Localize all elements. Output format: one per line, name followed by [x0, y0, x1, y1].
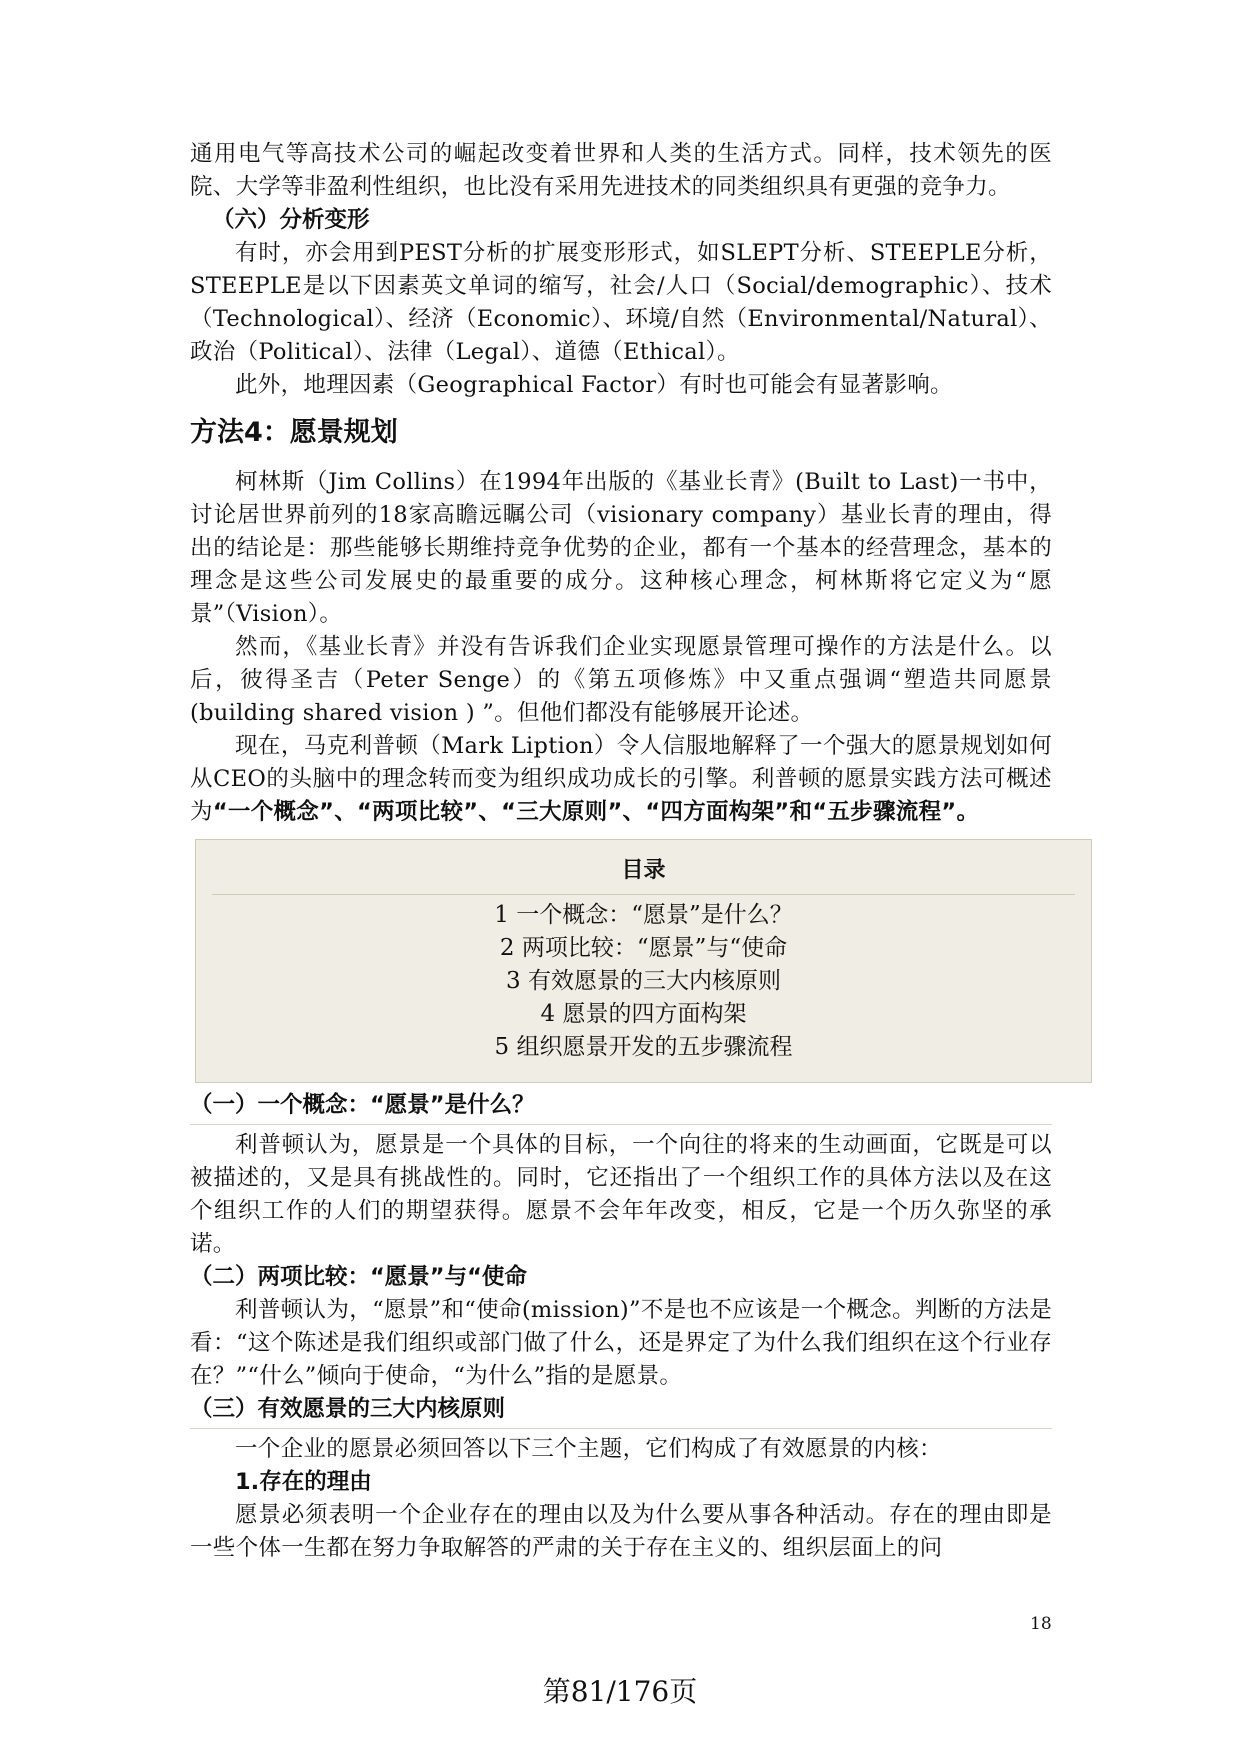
paragraph: 一个企业的愿景必须回答以下三个主题，它们构成了有效愿景的内核： — [235, 1436, 942, 1462]
paragraph: 有时，亦会用到PEST分析的扩展变形形式，如SLEPT分析、STEEPLE分析，STEEPLE是以下因素英文单词的缩写，社会/人口（Social/demographic）、技术（Technological）、经济（Economic）、环境/自然（Environmental/Natural）、政治（Political）、法律（Legal）、道德（Ethical）。 — [190, 240, 1052, 365]
section-heading: （三）有效愿景的三大内核原则 — [190, 1393, 1052, 1429]
paragraph: 然而，《基业长青》并没有告诉我们企业实现愿景管理可操作的方法是什么。以后，彼得圣吉（Peter Senge）的《第五项修炼》中又重点强调“塑造共同愿景 (building shared vision ) ”。但他们都没有能够展开论述。 — [190, 634, 1052, 726]
section-heading: （二）两项比较：“愿景”与“使命 — [190, 1264, 527, 1290]
table-of-contents — [195, 839, 1092, 1083]
paragraph: 此外，地理因素（Geographical Factor）有时也可能会有显著影响。 — [235, 372, 953, 398]
paragraph: 通用电气等高技术公司的崛起改变着世界和人类的生活方式。同样，技术领先的医院、大学等非盈利性组织，也比没有采用先进技术的同类组织具有更强的竞争力。 — [190, 141, 1052, 200]
page-footer: 第81/176页 — [542, 1675, 698, 1708]
paragraph — [190, 730, 1052, 829]
page-number: 18 — [1030, 1614, 1052, 1634]
paragraph: 利普顿认为，愿景是一个具体的目标，一个向往的将来的生动画面，它既是可以被描述的，又是具有挑战性的。同时，它还指出了一个组织工作的具体方法以及在这个组织工作的人们的期望获得。愿景不会年年改变，相反，它是一个历久弥坚的承诺。 — [190, 1132, 1052, 1257]
paragraph: 愿景必须表明一个企业存在的理由以及为什么要从事各种活动。存在的理由即是一些个体一生都在努力争取解答的严肃的关于存在主义的、组织层面上的问 — [190, 1502, 1052, 1561]
method-heading: 方法4：愿景规划 — [190, 417, 398, 448]
toc-item[interactable]: 4 愿景的四方面构架 — [540, 1001, 747, 1027]
subsection-heading: 1.存在的理由 — [235, 1469, 372, 1495]
document-body — [190, 138, 1052, 1565]
toc-item[interactable]: 5 组织愿景开发的五步骤流程 — [494, 1034, 793, 1060]
bold-summary: “一个概念”、“两项比较”、“三大原则”、“四方面构架”和“五步骤流程”。 — [212, 799, 980, 825]
toc-title: 目录 — [212, 854, 1075, 895]
toc-item[interactable]: 2 两项比较：“愿景”与“使命 — [499, 935, 788, 961]
paragraph: 柯林斯（Jim Collins）在1994年出版的《基业长青》(Built to Last)一书中，讨论居世界前列的18家高瞻远瞩公司（visionary company）基业长青的理由，得出的结论是：那些能够长期维持竞争优势的企业，都有一个基本的经营理念，基本的理念是这些公司发展史的最重要的成分。这种核心理念，柯林斯将它定义为“愿景”（Vision）。 — [190, 469, 1052, 627]
paragraph: 利普顿认为，“愿景”和“使命(mission)”不是也不应该是一个概念。判断的方法是看：“这个陈述是我们组织或部门做了什么，还是界定了为什么我们组织在这个行业存在？”“什么”倾向于使命，“为什么”指的是愿景。 — [190, 1297, 1052, 1389]
toc-item[interactable]: 1 一个概念：“愿景”是什么？ — [494, 902, 793, 928]
paragraph-text: 现在，马克利普顿（Mark Liption）令人信服地解释了一个强大的愿景规划如何从CEO的头脑中的理念转而变为组织成功成长的引擎。利普顿的愿景实践方法可概述为 — [190, 733, 1052, 825]
section-heading: （六）分析变形 — [212, 207, 370, 233]
toc-item[interactable]: 3 有效愿景的三大内核原则 — [506, 968, 781, 994]
section-heading: （一）一个概念：“愿景”是什么？ — [190, 1089, 1052, 1125]
